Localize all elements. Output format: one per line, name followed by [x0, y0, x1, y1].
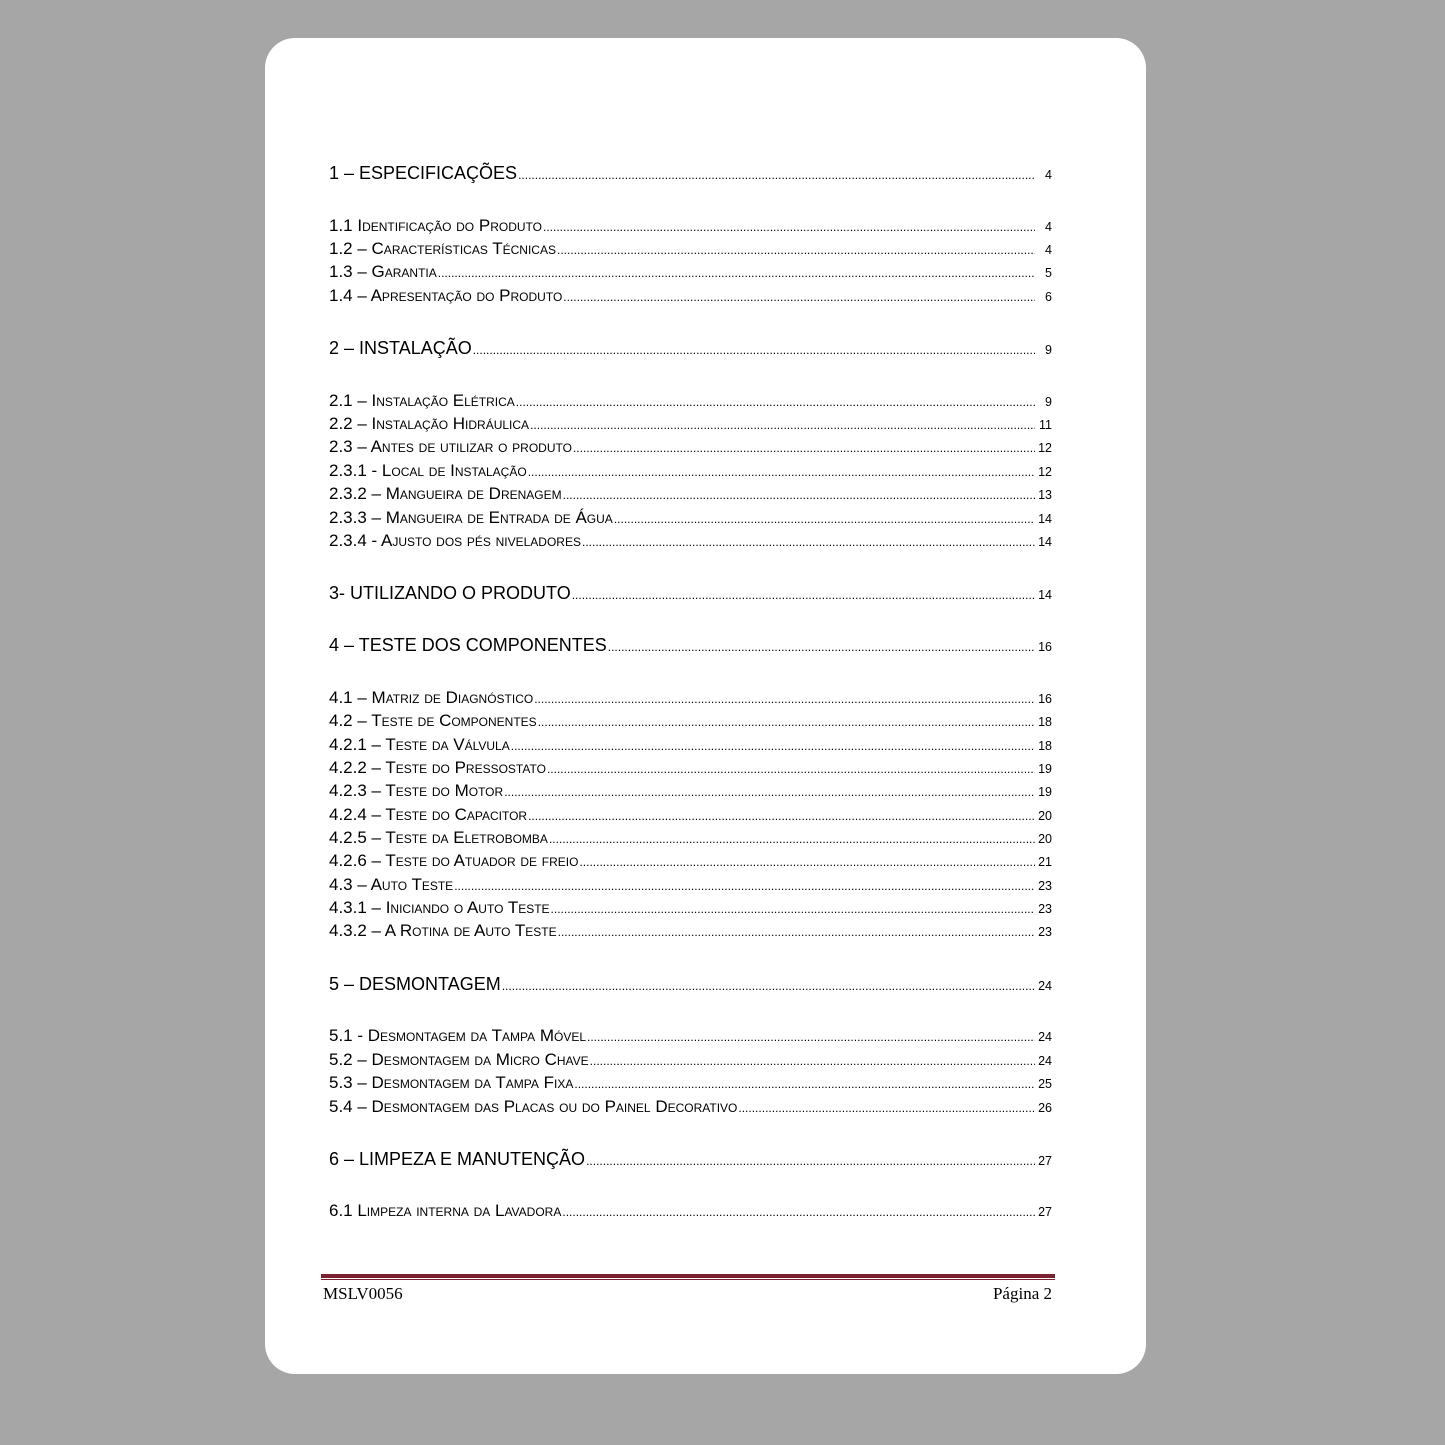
toc-entry-label: 3- UTILIZANDO O PRODUTO [329, 583, 571, 603]
toc-entry-label: 2.3.2 – Mangueira de Drenagem [329, 484, 562, 503]
toc-entry-label: 4.2.3 – Teste do Motor [329, 781, 504, 800]
toc-entry-label: 4.2.1 – Teste da Válvula [329, 735, 510, 754]
toc-entry-page-number: 26 [1038, 1101, 1052, 1115]
toc-dot-leader [549, 832, 1035, 846]
toc-dot-leader [538, 715, 1035, 729]
toc-entry-page-number: 23 [1038, 925, 1052, 939]
toc-entry-label: 1.3 – Garantia [329, 262, 437, 281]
toc-entry-page-number: 20 [1038, 809, 1052, 823]
toc-entry-page-number: 16 [1038, 692, 1052, 706]
toc-entry[interactable] [329, 437, 1052, 457]
toc-entry[interactable] [329, 735, 1052, 755]
toc-entry-page-number: 14 [1038, 588, 1052, 602]
toc-entry-page-number: 19 [1038, 762, 1052, 776]
toc-entry[interactable] [329, 461, 1052, 481]
toc-entry[interactable] [329, 338, 1052, 359]
toc-dot-leader [528, 465, 1035, 479]
footer-divider [321, 1274, 1055, 1282]
toc-entry[interactable] [329, 805, 1052, 825]
document-page [265, 38, 1146, 1374]
toc-entry-label: 4.3 – Auto Teste [329, 875, 454, 894]
toc-entry-label: 1.1 Identificação do Produto [329, 216, 542, 235]
toc-entry-label: 4.1 – Matriz de Diagnóstico [329, 688, 534, 707]
toc-entry-page-number: 11 [1039, 418, 1052, 432]
toc-entry-label: 5.1 - Desmontagem da Tampa Móvel [329, 1026, 587, 1045]
toc-entry-page-number: 4 [1045, 168, 1052, 182]
toc-entry[interactable] [329, 583, 1052, 604]
toc-entry[interactable] [329, 1026, 1052, 1046]
toc-entry-page-number: 27 [1038, 1154, 1052, 1168]
toc-entry-label: 2 – INSTALAÇÃO [329, 338, 472, 358]
toc-entry[interactable] [329, 508, 1052, 528]
toc-entry-page-number: 21 [1038, 855, 1052, 869]
toc-entry-page-number: 4 [1045, 243, 1052, 257]
toc-entry[interactable] [329, 391, 1052, 411]
toc-entry[interactable] [329, 262, 1052, 282]
toc-entry-label: 1 – ESPECIFICAÇÕES [329, 163, 518, 183]
toc-entry-label: 2.3.3 – Mangueira de Entrada de Água [329, 508, 613, 527]
toc-entry[interactable] [329, 974, 1052, 995]
toc-dot-leader [551, 902, 1035, 916]
toc-dot-leader [454, 879, 1035, 893]
toc-entry[interactable] [329, 414, 1052, 434]
toc-dot-leader [586, 1154, 1035, 1168]
toc-entry-label: 2.3.4 - Ajusto dos pés niveladores [329, 531, 581, 550]
toc-entry-page-number: 12 [1038, 465, 1052, 479]
toc-entry[interactable] [329, 1097, 1052, 1117]
toc-entry[interactable] [329, 1149, 1052, 1170]
toc-entry[interactable] [329, 286, 1052, 306]
toc-dot-leader [518, 168, 1035, 182]
toc-dot-leader [543, 220, 1035, 234]
toc-entry-page-number: 5 [1045, 266, 1052, 280]
toc-entry[interactable] [329, 531, 1052, 551]
toc-entry-page-number: 20 [1038, 832, 1052, 846]
toc-entry[interactable] [329, 711, 1052, 731]
toc-entry[interactable] [329, 851, 1052, 871]
toc-dot-leader [608, 640, 1035, 654]
toc-entry-label: 4.3.1 – Iniciando o Auto Teste [329, 898, 550, 917]
toc-entry[interactable] [329, 1201, 1052, 1221]
toc-dot-leader [614, 512, 1035, 526]
toc-entry-label: 4.2.2 – Teste do Pressostato [329, 758, 546, 777]
toc-entry-label: 2.3.1 - Local de Instalação [329, 461, 527, 480]
toc-entry-label: 5 – DESMONTAGEM [329, 974, 501, 994]
toc-entry-label: 1.4 – Apresentação do Produto [329, 286, 563, 305]
toc-dot-leader [738, 1101, 1035, 1115]
toc-dot-leader [557, 243, 1035, 257]
toc-entry-label: 4.2.6 – Teste do Atuador de freio [329, 851, 579, 870]
toc-dot-leader [438, 266, 1035, 280]
toc-entry-page-number: 24 [1038, 1054, 1052, 1068]
toc-entry[interactable] [329, 898, 1052, 918]
toc-entry[interactable] [329, 758, 1052, 778]
toc-entry-page-number: 13 [1038, 488, 1052, 502]
toc-entry-page-number: 19 [1038, 785, 1052, 799]
toc-dot-leader [547, 762, 1035, 776]
toc-entry[interactable] [329, 781, 1052, 801]
toc-entry-page-number: 18 [1038, 739, 1052, 753]
toc-entry-page-number: 14 [1038, 535, 1052, 549]
toc-dot-leader [574, 1077, 1035, 1091]
toc-entry-page-number: 23 [1038, 879, 1052, 893]
toc-entry-page-number: 24 [1038, 1030, 1052, 1044]
toc-dot-leader [502, 979, 1035, 993]
toc-entry-page-number: 4 [1045, 220, 1052, 234]
toc-dot-leader [516, 395, 1035, 409]
toc-entry[interactable] [329, 1073, 1052, 1093]
toc-dot-leader [528, 809, 1035, 823]
toc-entry-label: 2.3 – Antes de utilizar o produto [329, 437, 572, 456]
toc-dot-leader [590, 1054, 1035, 1068]
toc-entry-label: 4 – TESTE DOS COMPONENTES [329, 635, 607, 655]
toc-entry[interactable] [329, 828, 1052, 848]
toc-dot-leader [511, 739, 1035, 753]
toc-entry[interactable] [329, 484, 1052, 504]
toc-entry[interactable] [329, 921, 1052, 941]
toc-dot-leader [572, 588, 1035, 602]
toc-entry-label: 5.2 – Desmontagem da Micro Chave [329, 1050, 589, 1069]
footer-page-number: Página 2 [992, 1284, 1052, 1303]
toc-entry[interactable] [329, 1050, 1052, 1070]
toc-entry[interactable] [329, 688, 1052, 708]
toc-dot-leader [587, 1030, 1035, 1044]
toc-entry-label: 5.4 – Desmontagem das Placas ou do Painel Decorativo [329, 1097, 738, 1116]
footer-document-code: MSLV0056 [323, 1284, 403, 1303]
toc-dot-leader [562, 1205, 1035, 1219]
toc-entry-label: 2.1 – Instalação Elétrica [329, 391, 515, 410]
toc-dot-leader [579, 855, 1035, 869]
toc-entry[interactable] [329, 875, 1052, 895]
toc-entry-page-number: 12 [1038, 441, 1052, 455]
toc-dot-leader [473, 343, 1035, 357]
toc-dot-leader [573, 441, 1035, 455]
toc-entry-label: 2.2 – Instalação Hidráulica [329, 414, 530, 433]
toc-entry-page-number: 18 [1038, 715, 1052, 729]
toc-entry[interactable] [329, 635, 1052, 656]
toc-entry[interactable] [329, 163, 1052, 184]
toc-entry-page-number: 16 [1038, 640, 1052, 654]
toc-entry-page-number: 27 [1038, 1205, 1052, 1219]
toc-dot-leader [563, 488, 1035, 502]
toc-dot-leader [530, 418, 1035, 432]
toc-entry-label: 4.2.5 – Teste da Eletrobomba [329, 828, 548, 847]
toc-dot-leader [582, 535, 1035, 549]
toc-dot-leader [504, 785, 1035, 799]
toc-entry-label: 4.2.4 – Teste do Capacitor [329, 805, 528, 824]
toc-entry-page-number: 9 [1045, 343, 1052, 357]
toc-entry-label: 5.3 – Desmontagem da Tampa Fixa [329, 1073, 574, 1092]
toc-entry-label: 4.3.2 – A Rotina de Auto Teste [329, 921, 557, 940]
toc-dot-leader [558, 925, 1035, 939]
toc-entry-page-number: 23 [1038, 902, 1052, 916]
toc-dot-leader [563, 290, 1035, 304]
toc-entry-label: 6.1 Limpeza interna da Lavadora [329, 1201, 562, 1220]
toc-entry-label: 6 – LIMPEZA E MANUTENÇÃO [329, 1149, 586, 1169]
toc-entry-page-number: 6 [1045, 290, 1052, 304]
toc-entry-page-number: 25 [1038, 1077, 1052, 1091]
toc-entry-page-number: 24 [1038, 979, 1052, 993]
toc-entry-label: 1.2 – Características Técnicas [329, 239, 556, 258]
toc-entry[interactable] [329, 216, 1052, 236]
toc-dot-leader [534, 692, 1035, 706]
toc-entry[interactable] [329, 239, 1052, 259]
toc-entry-label: 4.2 – Teste de Componentes [329, 711, 537, 730]
toc-entry-page-number: 9 [1045, 395, 1052, 409]
toc-entry-page-number: 14 [1038, 512, 1052, 526]
